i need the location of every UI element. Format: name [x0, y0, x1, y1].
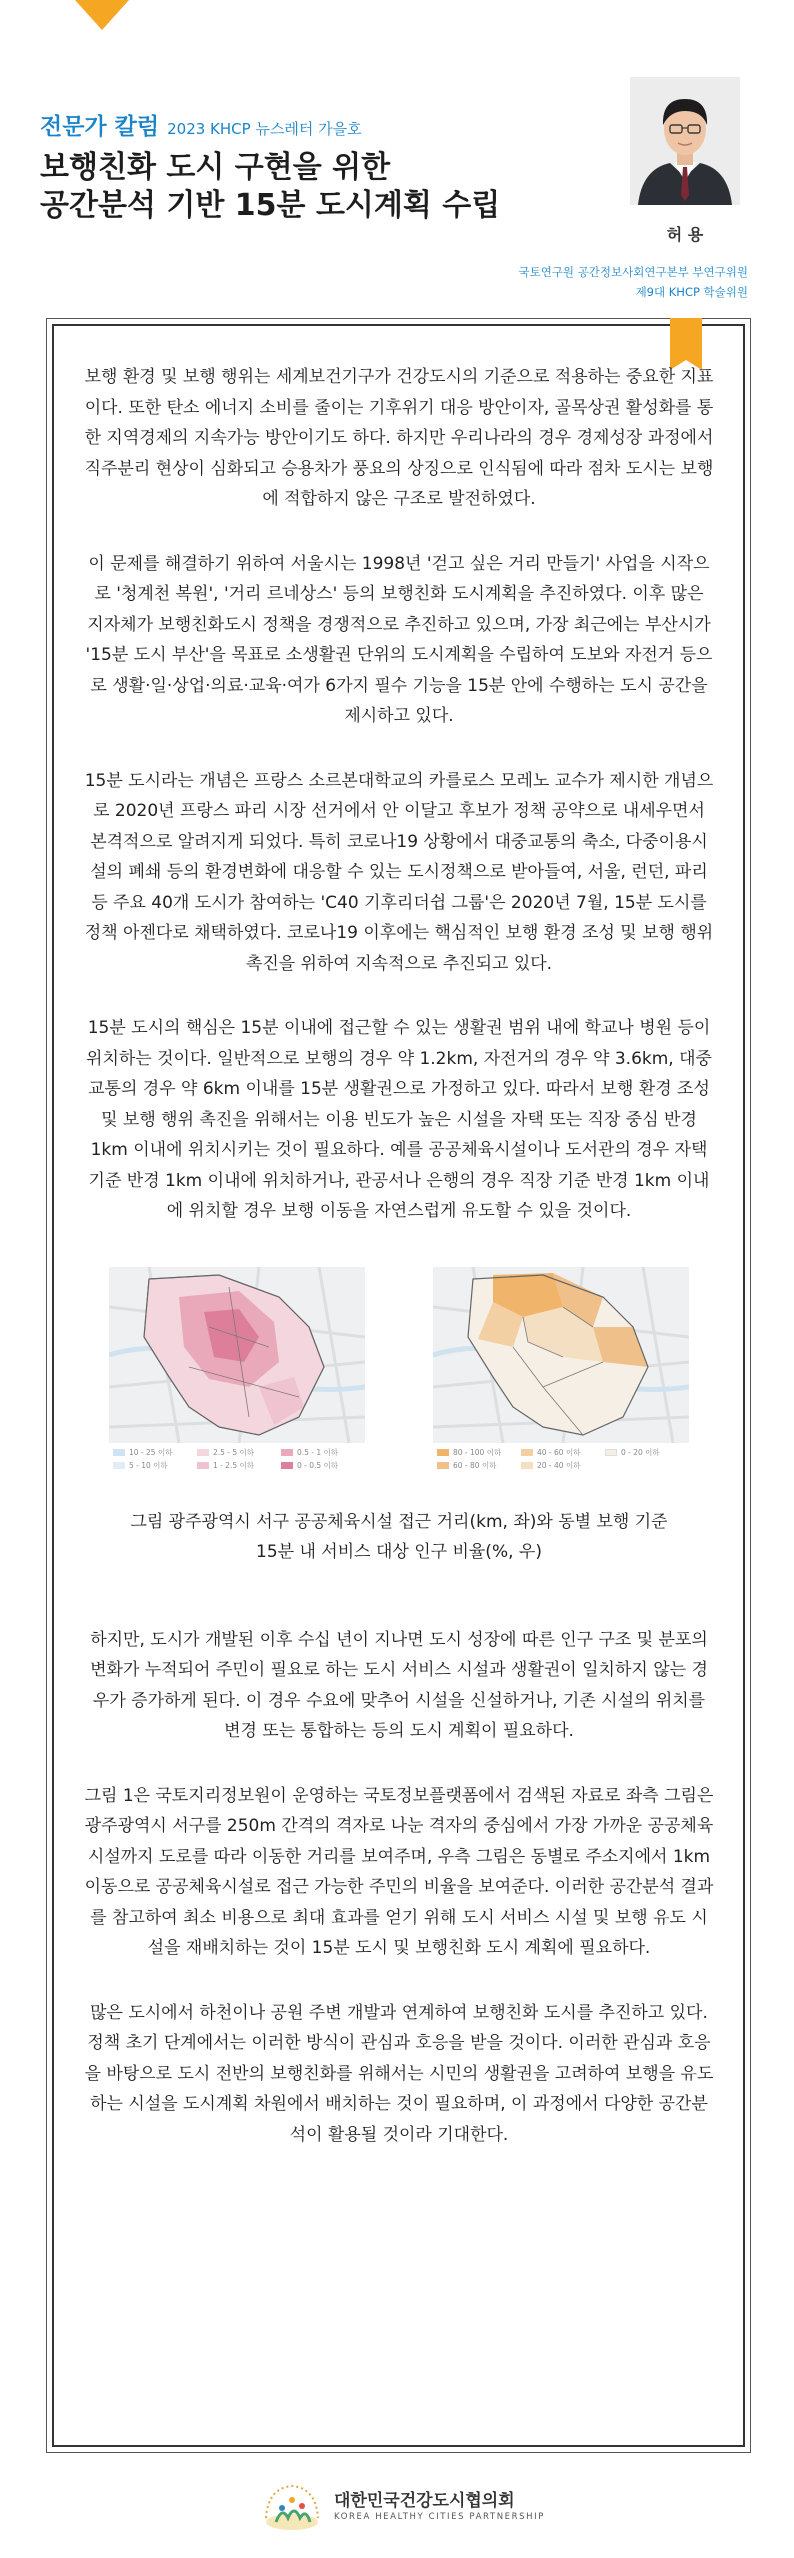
figure-caption-line-1: 그림 광주광역시 서구 공공체육시설 접근 거리(km, 좌)와 동별 보행 기준	[130, 1511, 668, 1532]
author-portrait-icon	[630, 77, 740, 205]
map-left-legend	[109, 1447, 365, 1471]
article-paragraph-3: 15분 도시라는 개념은 프랑스 소르본대학교의 카를로스 모레노 교수가 제시한 개념으로 2020년 프랑스 파리 시장 선거에서 안 이달고 후보가 정책 공약으로 내세우면서 본격적으로 알려지게 되었다. 특히 코로나19 상황에서 대중교통의 축소, 다중이용시설의 폐쇄 등의 환경변화에 대응할 수 있는 도시정책으로 받아들여, 서울, 런던, 파리 등 주요 40개 도시가 참여하는 'C40 기후리더쉽 그룹'은 2020년 7월, 15분 도시를 정책 아젠다로 채택하였다. 코로나19 이후에는 핵심적인 보행 환경 조성 및 보행 행위 촉진을 위하여 지속적으로 추진되고 있다.	[84, 770, 714, 974]
article-paragraph-7: 많은 도시에서 하천이나 공원 주변 개발과 연계하여 보행친화 도시를 추진하고 있다. 정책 초기 단계에서는 이러한 방식이 관심과 호응을 받을 것이다. 이러한 관심과 호응을 바탕으로 도시 전반의 보행친화를 위해서는 시민의 생활권을 고려하여 보행을 유도하는 시설을 도시계획 차원에서 배치하는 것이 필요하며, 이 과정에서 다양한 공간분석이 활용될 것이라 기대한다.	[84, 2002, 714, 2145]
article-paragraph-5: 하지만, 도시가 개발된 이후 수십 년이 지나면 도시 성장에 따른 인구 구조 및 분포의 변화가 누적되어 주민이 필요로 하는 도시 서비스 시설과 생활권이 일치하지 않는 경우가 증가하게 된다. 이 경우 수요에 맞추어 시설을 신설하거나, 기존 시설의 위치를 변경 또는 통합하는 등의 도시 계획이 필요하다.	[90, 1629, 708, 1741]
legend-item: 80 - 100 이하	[437, 1447, 517, 1458]
map-right-image	[433, 1267, 689, 1443]
figure-caption	[84, 1507, 714, 1567]
map-left-image	[109, 1267, 365, 1443]
map-right-population-ratio	[433, 1267, 689, 1477]
legend-item: 1 - 2.5 이하	[197, 1460, 277, 1471]
column-kicker	[40, 108, 560, 141]
author-name: 허 용	[666, 225, 704, 244]
article-title	[40, 149, 560, 225]
header-notch-decoration	[75, 0, 129, 30]
legend-item: 5 - 10 이하	[113, 1460, 193, 1471]
author-affiliation	[519, 262, 749, 302]
map-left-access-distance	[109, 1267, 365, 1477]
article-paragraph-4: 15분 도시의 핵심은 15분 이내에 접근할 수 있는 생활권 범위 내에 학교나 병원 등이 위치하는 것이다. 일반적으로 보행의 경우 약 1.2km, 자전거의 경우 약 3.6km, 대중교통의 경우 약 6km 이내를 15분 생활권으로 가정하고 있다. 따라서 보행 환경 조성 및 보행 행위 촉진을 위해서는 이용 빈도가 높은 시설을 자택 또는 직장 중심 반경 1km 이내에 위치시키는 것이 필요하다. 예를 공공체육시설이나 도서관의 경우 자택 기준 반경 1km 이내에 위치하거나, 관공서나 은행의 경우 직장 기준 반경 1km 이내에 위치할 경우 보행 이동을 자연스럽게 유도할 수 있을 것이다.	[86, 1018, 712, 1221]
legend-item: 0 - 20 이하	[605, 1447, 685, 1458]
column-header	[40, 108, 560, 225]
article-paragraph-2: 이 문제를 해결하기 위하여 서울시는 1998년 '걷고 싶은 거리 만들기' 사업을 시작으로 '청계천 복원', '거리 르네상스' 등의 보행친화 도시계획을 추진하였다. 이후 많은 지자체가 보행친화도시 정책을 경쟁적으로 추진하고 있으며, 가장 최근에는 부산시가 '15분 도시 부산'을 목표로 소생활권 단위의 도시계획을 수립하여 도보와 자전거 등으로 생활·일·상업·의료·교육·여가 6가지 필수 기능을 15분 안에 수행하는 도시 공간을 제시하고 있다.	[85, 553, 713, 726]
map-right-legend	[433, 1447, 689, 1471]
article-paragraph-6: 그림 1은 국토지리정보원이 운영하는 국토정보플랫폼에서 검색된 자료로 좌측 그림은 광주광역시 서구를 250m 간격의 격자로 나눈 격자의 중심에서 가장 가까운 공공체육시설까지 도로를 따라 이동한 거리를 보여주며, 우측 그림은 동별로 주소지에서 1km 이동으로 공공체육시설로 접근 가능한 주민의 비율을 보여준다. 이러한 공간분석 결과를 참고하여 최소 비용으로 최대 효과를 얻기 위해 도시 서비스 시설 및 보행 유도 시설을 재배치하는 것이 15분 도시 및 보행친화 도시 계획에 필요하다.	[84, 1785, 714, 1958]
legend-item: 0.5 - 1 이하	[281, 1447, 361, 1458]
newsletter-issue: 2023 KHCP 뉴스레터 가을호	[167, 120, 362, 138]
article-title-line-2: 공간분석 기반 15분 도시계획 수립	[40, 188, 501, 223]
figure-caption-line-2: 15분 내 서비스 대상 인구 비율(%, 우)	[256, 1541, 542, 1562]
article-paragraph-1: 보행 환경 및 보행 행위는 세계보건기구가 건강도시의 기준으로 적용하는 중요한 지표이다. 또한 탄소 에너지 소비를 줄이는 기후위기 대응 방안이자, 골목상권 활성화를 통한 지역경제의 지속가능 방안이기도 하다. 하지만 우리나라의 경우 경제성장 과정에서 직주분리 현상이 심화되고 승용차가 풍요의 상징으로 인식됨에 따라 점차 도시는 보행에 적합하지 않은 구조로 발전하였다.	[84, 367, 714, 509]
legend-item: 60 - 80 이하	[437, 1460, 517, 1471]
legend-item: 40 - 60 이하	[521, 1447, 601, 1458]
column-category: 전문가 칼럼	[40, 114, 160, 140]
author-affiliation-line-2: 제9대 KHCP 학술위원	[635, 285, 748, 299]
figure-maps	[109, 1267, 689, 1477]
article-title-line-1: 보행친화 도시 구현을 위한	[40, 150, 391, 185]
legend-item: 0 - 0.5 이하	[281, 1460, 361, 1471]
khcp-logo-icon	[258, 2478, 326, 2536]
article-body	[84, 362, 714, 2150]
legend-item: 20 - 40 이하	[521, 1460, 601, 1471]
legend-item: 10 - 25 이하	[113, 1447, 193, 1458]
author-affiliation-line-1: 국토연구원 공간정보사회연구본부 부연구위원	[518, 265, 748, 279]
author-photo	[630, 77, 740, 205]
footer-org-english: KOREA HEALTHY CITIES PARTNERSHIP	[334, 2512, 545, 2522]
footer-org-name: 대한민국건강도시협의회	[334, 2491, 515, 2511]
legend-item: 2.5 - 5 이하	[197, 1447, 277, 1458]
